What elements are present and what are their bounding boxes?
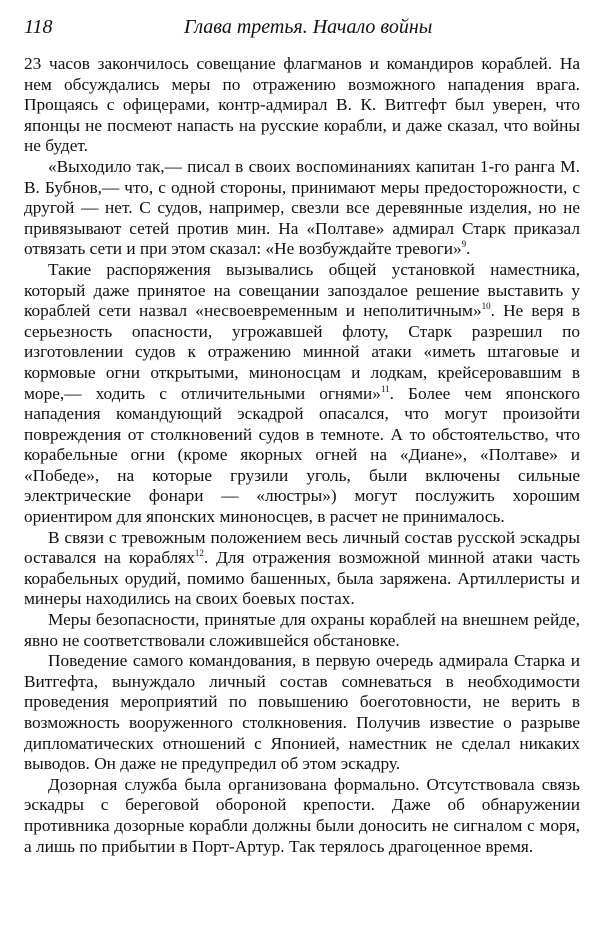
- paragraph-3-text-b: . Не веря в серьезность опасности, угрожавшей флоту, Старк разрешил по изготовлении судов к отражению минной атаки «иметь штаговые и кормовые огни открытыми, миноносцам и лодкам, крейсеровавшим в море,— ходить с отличительными огнями»: [24, 301, 580, 403]
- paragraph-2: [24, 157, 580, 260]
- paragraph-1-text: 23 часов закончилось совещание флагманов и командиров кораблей. На нем обсуждались меры по отражению возможного нападения врага. Прощаясь с офицерами, контр-адмирал В. К. Витгефт был уверен, что японцы не посмеют напасть на русские корабли, и даже сказал, что войны не будет.: [24, 54, 580, 156]
- paragraph-4-text-a: В связи с тревожным положением весь личный состав русской эскадры оставался на кораблях: [24, 527, 580, 568]
- paragraph-1: [24, 54, 580, 157]
- paragraph-6-text: Поведение самого командования, в первую очередь адмирала Старка и Витгефта, вынуждало личный состав сомневаться в необходимости проведения мероприятий по повышению боеготовности, не верить в возможность вооруженного столкновения. Получив известие о разрыве дипломатических отношений с Японией, наместник не сделал никаких выводов. Он даже не предупредил об этом эскадру.: [24, 651, 580, 774]
- book-page: [24, 14, 580, 934]
- paragraph-3-text-c: . Более чем японского нападения командующий эскадрой опасался, что могут произойти повреждения от столкновений судов в темноте. А то обстоятельство, что корабельные огни (кроме якорных огней на «Диане», «Полтаве» и «Победе», на которые грузили уголь, были включены сильные электрические фонари — «люстры») могут послужить хорошим ориентиром для японских миноносцев, в расчет не принималось.: [24, 383, 580, 527]
- paragraph-2-text-a: «Выходило так,— писал в своих воспоминаниях капитан 1-го ранга М. В. Бубнов,— что, с одной стороны, принимают меры предосторожности, с другой — нет. С судов, например, свезли все деревянные изделия, но не привязывают сетей против мин. На «Полтаве» адмирал Старк приказал отвязать сети и при этом сказал: «Не возбуждайте тревоги»: [24, 156, 580, 259]
- body-text: [24, 54, 580, 857]
- paragraph-6: [24, 651, 580, 775]
- paragraph-3: [24, 260, 580, 528]
- paragraph-4: [24, 528, 580, 610]
- footnote-ref-11: 11: [380, 383, 390, 394]
- page-number: 118: [24, 16, 53, 38]
- paragraph-3-text-a: Такие распоряжения вызывались общей установкой наместника, который даже принятое на совещании запоздалое решение выставить у кораблей сети назвал «несвоевременным и неполитичным»: [24, 259, 580, 321]
- paragraph-2-text-b: .: [466, 239, 471, 259]
- paragraph-7-text: Дозорная служба была организована формально. Отсутствовала связь эскадры с береговой обороной крепости. Даже об обнаружении противника дозорные корабли должны были доносить не сигналом с моря, а лишь по прибытии в Порт-Артур. Так терялось драгоценное время.: [24, 774, 580, 856]
- paragraph-4-text-b: . Для отражения возможной минной атаки часть корабельных орудий, помимо башенных, была заряжена. Артиллеристы и минеры находились на своих боевых постах.: [24, 548, 580, 609]
- paragraph-5-text: Меры безопасности, принятые для охраны кораблей на внешнем рейде, явно не соответствовали сложившейся обстановке.: [24, 610, 580, 650]
- paragraph-7: [24, 775, 580, 857]
- paragraph-5: [24, 610, 580, 651]
- running-title: Глава третья. Начало войны: [184, 16, 433, 38]
- footnote-ref-9: 9: [461, 239, 467, 250]
- footnote-ref-10: 10: [481, 301, 491, 312]
- page-header: [24, 14, 580, 50]
- footnote-ref-12: 12: [194, 548, 204, 559]
